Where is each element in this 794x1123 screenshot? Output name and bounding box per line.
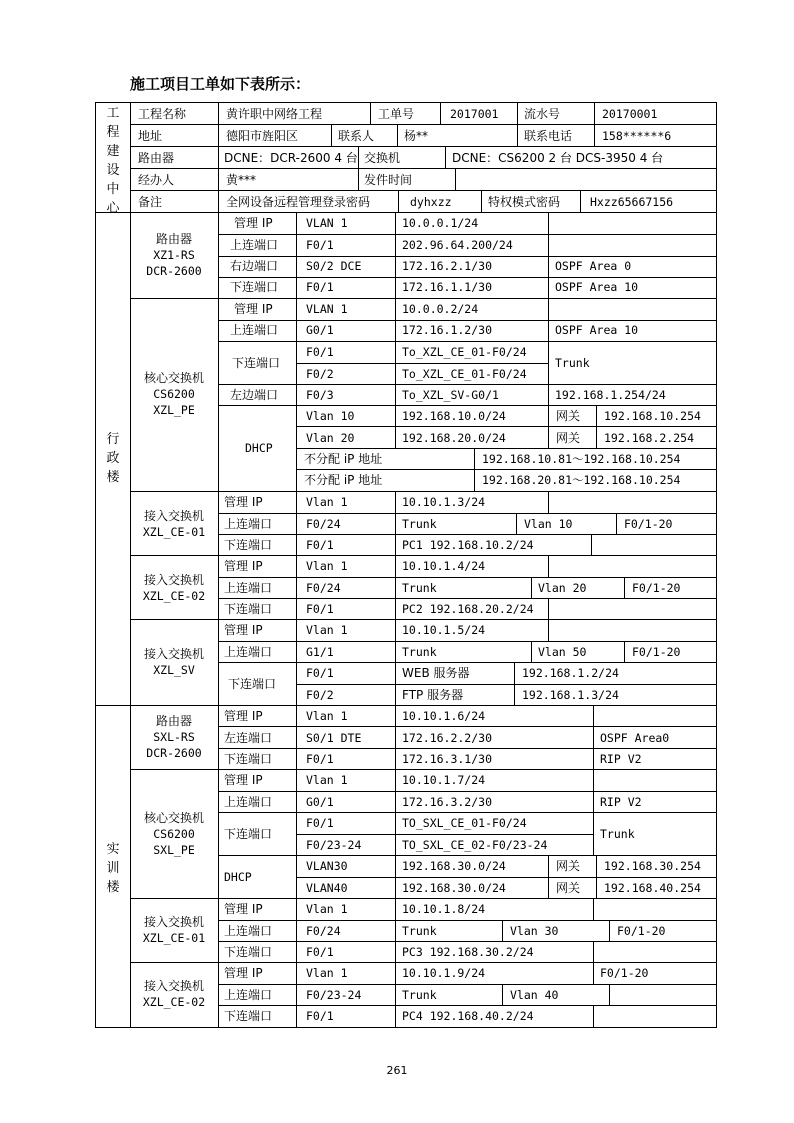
cell: 网关 [556, 859, 581, 873]
cell: PC3 192.168.30.2/24 [402, 945, 534, 959]
cell: VLAN30 [306, 859, 348, 873]
cell: F0/23-24 [306, 838, 362, 852]
row-label: 左连端口 [224, 731, 273, 745]
cell: 192.168.1.3/24 [522, 688, 619, 702]
device-name-line: XZL_CE-01 [142, 525, 206, 539]
remark-label: 备注 [138, 195, 163, 209]
cell: PC2 192.168.20.2/24 [402, 602, 534, 616]
cell: 172.16.3.1/30 [402, 752, 493, 766]
cell: TO_SXL_CE_01-F0/24 [402, 816, 527, 830]
row-label: 管理 IP [224, 773, 263, 787]
cell: 不分配 iP 地址 [304, 473, 383, 487]
cell: G0/1 [306, 795, 334, 809]
cell: 10.10.1.8/24 [402, 902, 486, 916]
device-name-line: 核心交换机 [143, 811, 204, 825]
device-name-line: 路由器 [155, 714, 192, 728]
send-time-label: 发件时间 [364, 173, 413, 187]
cell: Vlan 20 [306, 431, 355, 445]
row-label: DHCP [245, 441, 273, 455]
cell: 192.168.40.254 [604, 881, 701, 895]
cell: Trunk [600, 827, 635, 841]
handler-label: 经办人 [138, 173, 175, 187]
cell: Trunk [402, 645, 437, 659]
device-name-line: 接入交换机 [143, 915, 204, 929]
cell: F0/1 [306, 238, 334, 252]
cell: 172.16.2.2/30 [402, 731, 493, 745]
cell: 192.168.10.81～192.168.10.254 [482, 452, 681, 466]
cell: F0/1 [306, 345, 334, 359]
row-label: 管理 IP [224, 709, 263, 723]
cell: Vlan 1 [306, 559, 348, 573]
train-ce2-name [130, 978, 218, 1010]
cell: 10.10.1.3/24 [402, 495, 486, 509]
contact-value: 杨** [404, 129, 429, 143]
cell: F0/1 [306, 1009, 334, 1023]
cell: F0/24 [306, 517, 341, 531]
cell: Vlan 10 [524, 517, 573, 531]
cell: F0/1-20 [624, 517, 673, 531]
cell: 10.10.1.4/24 [402, 559, 486, 573]
password-value: dyhxzz [410, 195, 452, 209]
row-label: 下连端口 [224, 752, 273, 766]
row-label: 右边端口 [230, 259, 279, 273]
remark-value: 全网设备远程管理登录密码 [226, 195, 371, 209]
admin-router-name [130, 231, 218, 279]
building-admin: 行政楼 [106, 432, 120, 485]
org-label: 工程建设中心 [106, 106, 120, 216]
cell: Trunk [402, 517, 437, 531]
cell: 192.168.2.254 [604, 431, 695, 445]
cell: 172.16.2.1/30 [402, 259, 493, 273]
row-label: 下连端口 [224, 602, 273, 616]
cell: F0/1 [306, 538, 334, 552]
cell: G1/1 [306, 645, 334, 659]
contact-label: 联系人 [338, 129, 375, 143]
cell: F0/2 [306, 367, 334, 381]
cell: Vlan 1 [306, 623, 348, 637]
cell: 202.96.64.200/24 [402, 238, 513, 252]
address-value: 德阳市旌阳区 [226, 129, 299, 143]
cell: Vlan 30 [510, 924, 559, 938]
serial-value: 20170001 [602, 107, 658, 121]
cell: To_XZL_SV-G0/1 [402, 388, 499, 402]
cell: Trunk [402, 988, 437, 1002]
cell: F0/1-20 [632, 581, 681, 595]
cell: S0/1 DTE [306, 731, 362, 745]
cell: F0/1 [306, 816, 334, 830]
cell: 192.168.10.0/24 [402, 409, 506, 423]
cell: F0/1 [306, 945, 334, 959]
phone-label: 联系电话 [524, 129, 573, 143]
cell: 网关 [556, 431, 581, 445]
cell: 不分配 iP 地址 [304, 452, 383, 466]
row-label: 下连端口 [228, 677, 277, 691]
cell: S0/2 DCE [306, 259, 362, 273]
device-name-line: XZ1-RS [153, 248, 195, 262]
device-name-line: XZL_CE-01 [142, 931, 206, 945]
project-value: 黄许职中网络工程 [226, 107, 323, 121]
cell: 172.16.1.2/30 [402, 323, 493, 337]
admin-ce1-name [130, 508, 218, 540]
admin-sv-name [130, 646, 218, 678]
row-label: 上连端口 [224, 924, 273, 938]
device-name-line: XZL_CE-02 [142, 589, 206, 603]
serial-label: 流水号 [524, 107, 561, 121]
device-name-line: 路由器 [155, 232, 192, 246]
row-label: 管理 IP [234, 216, 273, 230]
train-router-name [130, 713, 218, 761]
cell: 192.168.10.254 [604, 409, 701, 423]
device-name-line: DCR-2600 [146, 264, 202, 278]
priv-value: Hxzz65667156 [590, 195, 674, 209]
row-label: 上连端口 [224, 581, 273, 595]
cell: 10.0.0.2/24 [402, 302, 479, 316]
cell: 10.10.1.9/24 [402, 966, 486, 980]
switch-value: DCNE：CS6200 2 台 DCS-3950 4 台 [452, 151, 664, 165]
cell: F0/1 [306, 752, 334, 766]
cell: F0/1 [306, 602, 334, 616]
priv-label: 特权模式密码 [488, 195, 561, 209]
cell: OSPF Area 0 [555, 259, 632, 273]
cell: 网关 [556, 881, 581, 895]
device-name-line: XZL_SV [153, 663, 195, 677]
cell: F0/24 [306, 924, 341, 938]
device-name-line: DCR-2600 [146, 746, 202, 760]
row-label: 下连端口 [224, 538, 273, 552]
device-name-line: XZL_PE [153, 403, 195, 417]
phone-value: 158******6 [602, 129, 672, 143]
cell: F0/1-20 [617, 924, 666, 938]
cell: F0/1-20 [632, 645, 681, 659]
device-name-line: 接入交换机 [143, 979, 204, 993]
train-ce1-name [130, 914, 218, 946]
cell: F0/1 [306, 280, 334, 294]
cell: FTP 服务器 [402, 688, 464, 702]
cell: RIP V2 [600, 752, 642, 766]
device-name-line: 接入交换机 [143, 573, 204, 587]
admin-pe-name [130, 370, 218, 418]
cell: Vlan 1 [306, 773, 348, 787]
cell: 192.168.30.254 [604, 859, 701, 873]
cell: 192.168.1.2/24 [522, 666, 619, 680]
cell: F0/3 [306, 388, 334, 402]
cell: Trunk [402, 581, 437, 595]
project-label: 工程名称 [138, 107, 187, 121]
row-label: 管理 IP [224, 623, 263, 637]
cell: Trunk [402, 924, 437, 938]
row-label: 管理 IP [234, 302, 273, 316]
cell: OSPF Area 10 [555, 280, 639, 294]
cell: 192.168.30.0/24 [402, 881, 506, 895]
row-label: 上连端口 [230, 323, 279, 337]
building-train: 实训楼 [106, 842, 120, 895]
device-name-line: 核心交换机 [143, 371, 204, 385]
row-label: 下连端口 [224, 1009, 273, 1023]
cell: Vlan 1 [306, 495, 348, 509]
cell: F0/1-20 [600, 966, 649, 980]
row-label: 左边端口 [230, 388, 279, 402]
cell: Vlan 1 [306, 902, 348, 916]
switch-label: 交换机 [364, 151, 401, 165]
cell: Vlan 10 [306, 409, 355, 423]
cell: 10.10.1.7/24 [402, 773, 486, 787]
cell: Vlan 1 [306, 966, 348, 980]
device-name-line: 接入交换机 [143, 509, 204, 523]
order-value: 2017001 [450, 107, 499, 121]
cell: VLAN 1 [306, 302, 348, 316]
row-label: 管理 IP [224, 966, 263, 980]
row-label: 管理 IP [224, 559, 263, 573]
cell: 172.16.3.2/30 [402, 795, 493, 809]
address-label: 地址 [138, 129, 163, 143]
cell: F0/23-24 [306, 988, 362, 1002]
router-label: 路由器 [138, 151, 175, 165]
cell: 192.168.30.0/24 [402, 859, 506, 873]
page-heading: 施工项目工单如下表所示： [130, 75, 311, 93]
device-name-line: 接入交换机 [143, 647, 204, 661]
device-name-line: CS6200 [153, 387, 195, 401]
row-label: 上连端口 [230, 238, 279, 252]
cell: F0/2 [306, 688, 334, 702]
cell: Vlan 50 [538, 645, 587, 659]
cell: TO_SXL_CE_02-F0/23-24 [402, 838, 548, 852]
cell: Vlan 20 [538, 581, 587, 595]
cell: OSPF Area0 [600, 731, 670, 745]
cell: F0/24 [306, 581, 341, 595]
cell: 192.168.20.81～192.168.10.254 [482, 473, 681, 487]
row-label: 上连端口 [224, 645, 273, 659]
cell: 网关 [556, 409, 581, 423]
row-label: 下连端口 [224, 827, 273, 841]
cell: To_XZL_CE_01-F0/24 [402, 345, 527, 359]
cell: 10.10.1.6/24 [402, 709, 486, 723]
page-number: 261 [386, 1064, 408, 1077]
cell: PC4 192.168.40.2/24 [402, 1009, 534, 1023]
row-label: 管理 IP [224, 495, 263, 509]
cell: RIP V2 [600, 795, 642, 809]
cell: Trunk [555, 356, 590, 370]
cell: 10.0.0.1/24 [402, 216, 479, 230]
cell: 172.16.1.1/30 [402, 280, 493, 294]
train-pe-name [130, 810, 218, 858]
admin-ce2-name [130, 572, 218, 604]
row-label: DHCP [224, 870, 252, 884]
row-label: 下连端口 [232, 356, 281, 370]
row-label: 下连端口 [230, 280, 279, 294]
cell: OSPF Area 10 [555, 323, 639, 337]
device-name-line: XZL_CE-02 [142, 995, 206, 1009]
device-name-line: SXL_PE [153, 843, 195, 857]
cell: PC1 192.168.10.2/24 [402, 538, 534, 552]
cell: VLAN40 [306, 881, 348, 895]
row-label: 管理 IP [224, 902, 263, 916]
row-label: 下连端口 [224, 945, 273, 959]
row-label: 上连端口 [224, 517, 273, 531]
cell: 10.10.1.5/24 [402, 623, 486, 637]
cell: Vlan 40 [510, 988, 559, 1002]
device-name-line: CS6200 [153, 827, 195, 841]
cell: 192.168.1.254/24 [555, 388, 666, 402]
cell: F0/1 [306, 666, 334, 680]
cell: G0/1 [306, 323, 334, 337]
order-label: 工单号 [378, 107, 415, 121]
device-name-line: SXL-RS [153, 730, 195, 744]
cell: To_XZL_CE_01-F0/24 [402, 367, 527, 381]
cell: 192.168.20.0/24 [402, 431, 506, 445]
cell: VLAN 1 [306, 216, 348, 230]
cell: WEB 服务器 [402, 666, 470, 680]
row-label: 上连端口 [224, 988, 273, 1002]
router-value: DCNE：DCR-2600 4 台 [224, 151, 358, 165]
cell: Vlan 1 [306, 709, 348, 723]
row-label: 上连端口 [224, 795, 273, 809]
handler-value: 黄*** [226, 173, 257, 187]
